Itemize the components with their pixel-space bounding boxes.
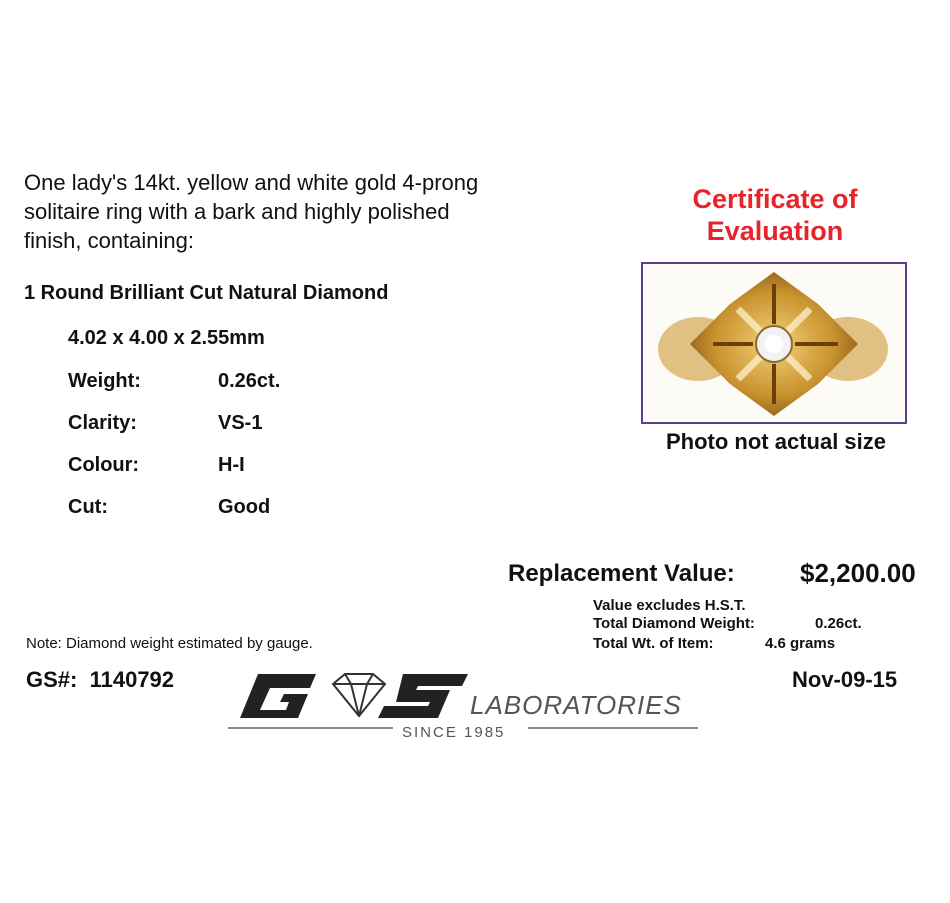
diamond-title: 1 Round Brilliant Cut Natural Diamond <box>24 282 389 304</box>
ring-illustration <box>643 264 905 422</box>
cut-label: Cut: <box>68 496 108 518</box>
replacement-value-label: Replacement Value: <box>508 560 735 587</box>
certificate-title-line: Certificate of <box>692 184 858 214</box>
certificate-date: Nov-09-15 <box>792 667 898 692</box>
clarity-label: Clarity: <box>68 412 137 434</box>
weight-note: Note: Diamond weight estimated by gauge. <box>26 635 313 652</box>
laboratories-wordmark: LABORATORIES <box>470 690 682 720</box>
total-weight-value: 4.6 grams <box>765 635 836 652</box>
gs-number <box>26 667 174 693</box>
hst-note: Value excludes H.S.T. <box>593 597 746 614</box>
clarity-value: VS-1 <box>218 412 263 434</box>
ring-description <box>24 168 624 255</box>
diamond-dimensions: 4.02 x 4.00 x 2.55mm <box>68 327 265 349</box>
total-weight-label: Total Wt. of Item: <box>593 635 714 652</box>
total-diamond-weight-label: Total Diamond Weight: <box>593 615 755 632</box>
cut-value: Good <box>218 496 271 518</box>
description-line: finish, containing: <box>24 228 194 253</box>
description-line: solitaire ring with a bark and highly polished <box>24 199 450 224</box>
weight-value: 0.26ct. <box>218 370 281 392</box>
total-diamond-weight-value: 0.26ct. <box>815 615 862 632</box>
since-year: SINCE 1985 <box>402 724 506 741</box>
replacement-value-amount: $2,200.00 <box>800 558 916 588</box>
weight-label: Weight: <box>68 370 141 392</box>
certificate-title-line: Evaluation <box>706 216 844 246</box>
description-line: One lady's 14kt. yellow and white gold 4-prong <box>24 170 479 195</box>
ring-photo <box>641 262 907 424</box>
gs-number-value: 1140792 <box>89 667 175 692</box>
colour-value: H-I <box>218 454 245 476</box>
photo-caption: Photo not actual size <box>665 429 887 454</box>
gs-number-label: GS#: <box>26 667 78 692</box>
diamond-icon <box>333 674 385 716</box>
certificate-title <box>640 183 910 247</box>
colour-label: Colour: <box>68 454 140 476</box>
